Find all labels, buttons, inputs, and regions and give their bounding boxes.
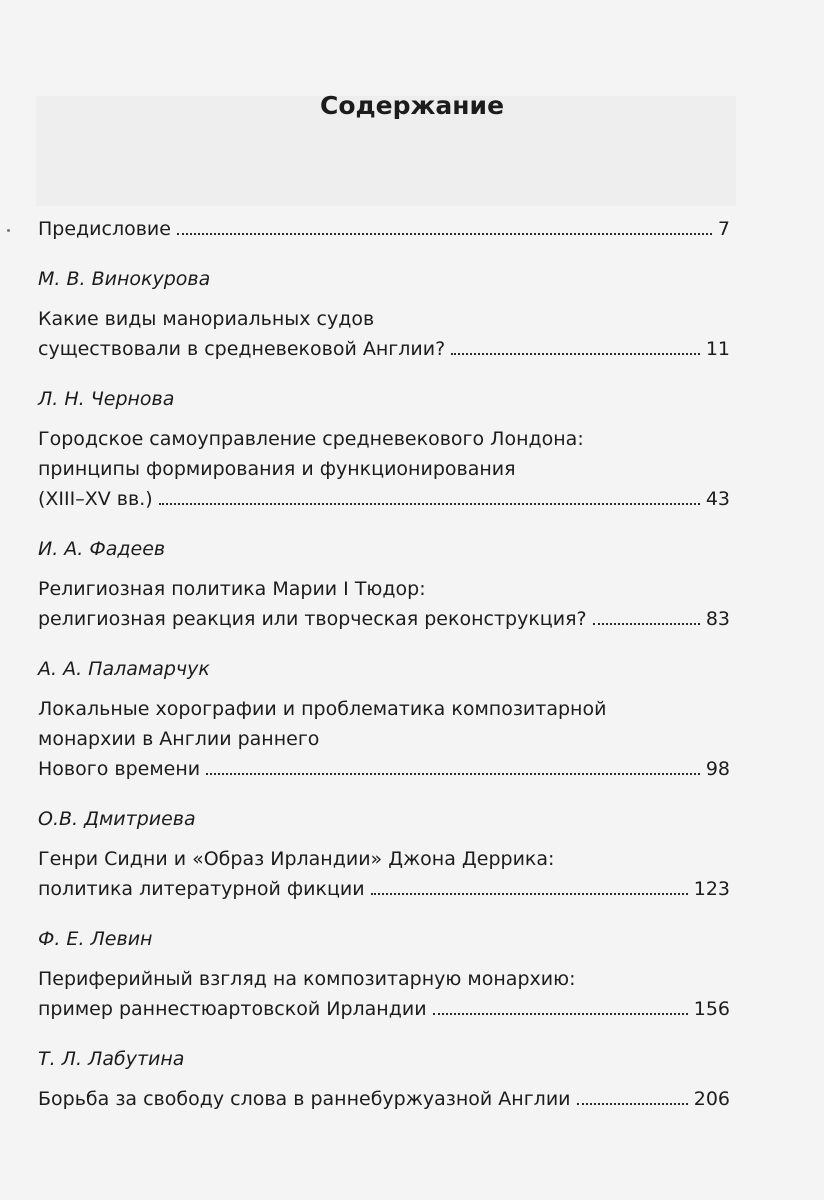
entry-author: Л. Н. Чернова [38,388,175,410]
entry-title-line: Генри Сидни и «Образ Ирландии» Джона Деррика: [38,848,555,870]
page-number: 83 [705,608,730,630]
entry-last-line [38,874,730,904]
page-speck [7,229,10,232]
page-number: 206 [693,1088,730,1110]
entry-title-line: пример раннестюартовской Ирландии [38,998,427,1020]
page-number: 43 [705,488,730,510]
entry-last-line [38,484,730,514]
entry-title-line: существовали в средневековой Англии? [38,338,446,360]
page-title: Содержание [319,91,505,120]
entry-author: А. А. Паламарчук [38,658,210,680]
toc-entry [38,264,730,364]
page-number: 123 [693,878,730,900]
page-number: 7 [717,218,730,240]
entry-title-line: Периферийный взгляд на композитарную монархию: [38,968,576,990]
toc-entry [38,384,730,514]
dot-leader [371,893,688,895]
entry-title-line: Городское самоуправление средневекового Лондона: [38,428,584,450]
entry-last-line [38,1084,730,1114]
dot-leader [577,1103,688,1105]
dot-leader [177,233,712,235]
entry-title-line: религиозная реакция или творческая реконструкция? [38,608,587,630]
toc-entry [38,924,730,1024]
entry-author: И. А. Фадеев [38,538,166,560]
entry-author: М. В. Винокурова [38,268,211,290]
entry-title-line: (XIII–XV вв.) [38,488,153,510]
dot-leader [593,623,700,625]
page-number: 98 [705,758,730,780]
entry-author: О.В. Дмитриева [38,808,196,830]
page-number: 156 [693,998,730,1020]
entry-title-line: Нового времени [38,758,201,780]
toc-entry [38,214,730,244]
entry-title-line: Какие виды манориальных судов [38,308,375,330]
toc-entry [38,804,730,904]
entry-last-line [38,214,730,244]
entry-title-line: политика литературной фикции [38,878,365,900]
entry-title-line: Предисловие [38,218,171,240]
toc-entry [38,654,730,784]
entry-title-line: Борьба за свободу слова в раннебуржуазной Англии [38,1088,571,1110]
toc-entry [38,534,730,634]
dot-leader [159,503,700,505]
dot-leader [433,1013,688,1015]
entry-title-line: Религиозная политика Марии I Тюдор: [38,578,426,600]
table-of-contents [38,214,730,1114]
entry-last-line [38,334,730,364]
page-number: 11 [705,338,730,360]
entry-last-line [38,604,730,634]
entry-author: Ф. Е. Левин [38,928,153,950]
dot-leader [451,353,700,355]
entry-title-line: принципы формирования и функционирования [38,458,516,480]
entry-last-line [38,994,730,1024]
entry-title-line: Локальные хорографии и проблематика композитарной [38,698,607,720]
entry-author: Т. Л. Лабутина [38,1048,185,1070]
toc-entry [38,1044,730,1114]
dot-leader [206,773,700,775]
entry-title-line: монархии в Англии раннего [38,728,320,750]
entry-last-line [38,754,730,784]
